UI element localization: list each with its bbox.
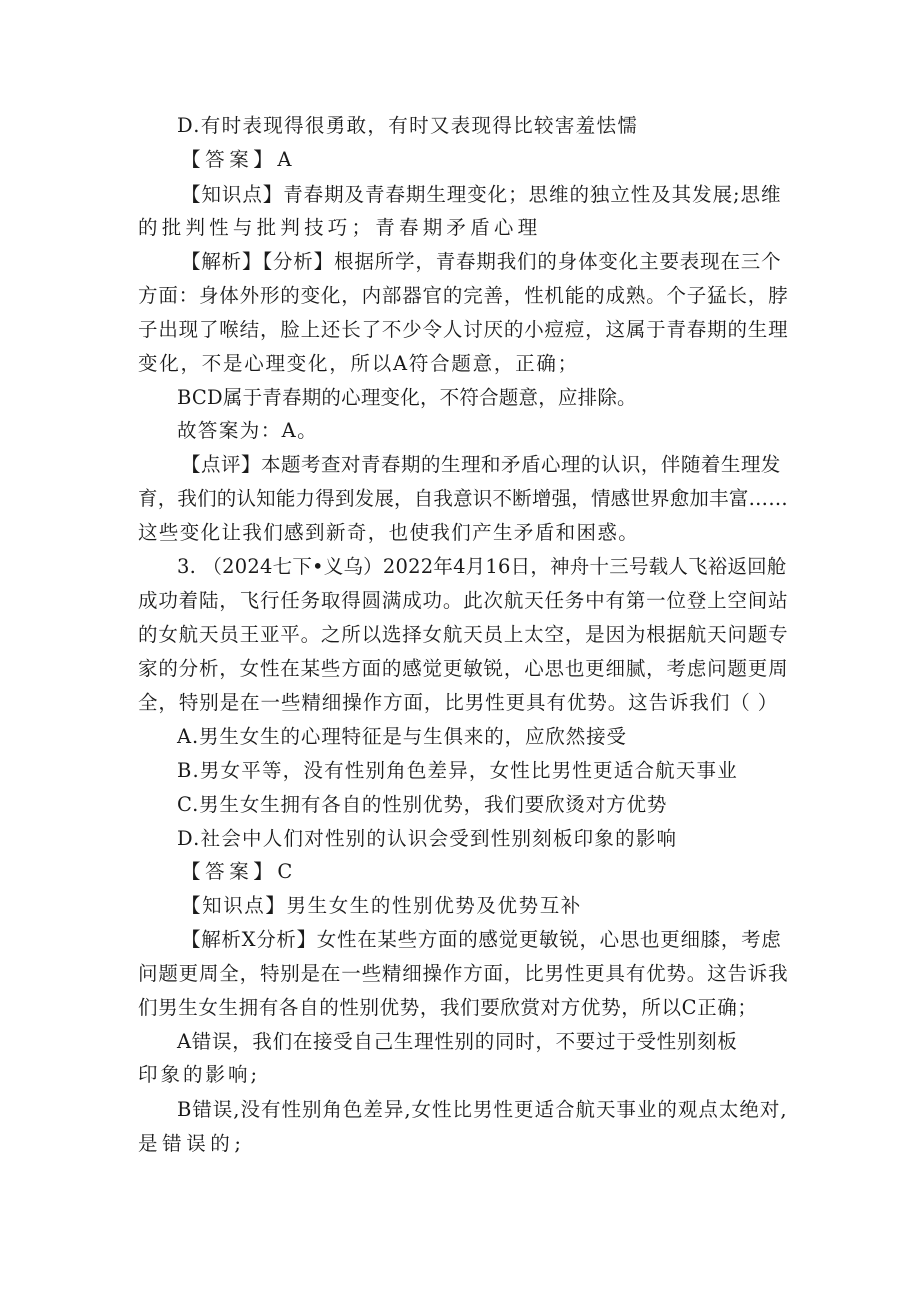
knowledge-point-line: 【知识点】青春期及青春期生理变化；思维的独立性及其发展;思维 xyxy=(181,183,782,206)
option-b-explanation-2: 是错误的; xyxy=(138,1132,246,1155)
option-c-line: C.男生女生拥有各自的性别优势，我们要欣烫对方优势 xyxy=(177,793,668,816)
answer-line-2: 【答案】C xyxy=(181,860,297,883)
option-b-explanation: B错误,没有性别角色差异,女性比男性更适合航天事业的观点太绝对, xyxy=(177,1098,788,1121)
question-3-line-5: 全，特别是在一些精细操作方面，比男性更具有优势。这告诉我们（ ） xyxy=(138,691,779,714)
analysis-line-7: 问题更周全，特别是在一些精细操作方面，比男性更具有优势。这告诉我 xyxy=(138,962,789,985)
option-d-line-2: D.社会中人们对性别的认识会受到性别刻板印象的影响 xyxy=(177,827,678,850)
answer-line: 【答案】A xyxy=(181,148,297,171)
question-3-line-4: 家的分析，女性在某些方面的感觉更敏锐，心思也更细腻，考虑问题更周 xyxy=(138,657,789,680)
analysis-line-3: 子出现了喉结，脸上还长了不少令人讨厌的小痘痘，这属于青春期的生理 xyxy=(138,318,789,341)
option-d-line: D.有时表现得很勇敢，有时又表现得比较害羞怯懦 xyxy=(177,114,639,137)
analysis-line-5: BCD属于青春期的心理变化，不符合题意，应排除。 xyxy=(177,386,637,409)
knowledge-point-line-3: 【知识点】男生女生的性别优势及优势互补 xyxy=(181,894,582,917)
analysis-line-6: 【解析X分析】女性在某些方面的感觉更敏锐，心思也更细膝，考虑 xyxy=(181,928,782,951)
option-a-line: A.男生女生的心理特征是与生俱来的，应欣然接受 xyxy=(177,725,627,748)
analysis-line-2: 方面：身体外形的变化，内部器官的完善，性机能的成熟。个子猛长，脖 xyxy=(138,284,789,307)
comment-line-2: 育，我们的认知能力得到发展，自我意识不断增强，情感世界愈加丰富…… xyxy=(138,487,788,510)
option-a-explanation: A错误，我们在接受自己生理性别的同时，不要过于受性别刻板 xyxy=(177,1030,738,1053)
question-3-line-3: 的女航天员王亚平。之所以选择女航天员上太空，是因为根据航天问题专 xyxy=(138,623,789,646)
comment-line: 【点评】本题考查对青春期的生理和矛盾心理的认识，伴随着生理发 xyxy=(181,453,781,476)
question-3-line: 3. （2024七下•义乌）2022年4月16日，神舟十三号载人飞裕返回舱 xyxy=(177,555,787,578)
analysis-line-8: 们男生女生拥有各自的性别优势，我们要欣赏对方优势，所以C正确； xyxy=(138,996,758,1019)
final-answer-line: 故答案为：A。 xyxy=(177,419,319,442)
comment-line-3: 这些变化让我们感到新奇，也使我们产生矛盾和困惑。 xyxy=(138,521,640,544)
knowledge-point-line-2: 的批判性与批判技巧；青春期矛盾心理 xyxy=(138,216,542,239)
analysis-line-4: 变化，不是心理变化，所以A符合题意，正确； xyxy=(138,352,579,375)
option-a-explanation-2: 印象的影响; xyxy=(138,1063,261,1086)
analysis-line: 【解析】【分析】根据所学，青春期我们的身体变化主要表现在三个 xyxy=(181,250,782,273)
option-b-line: B.男女平等，没有性别角色差异，女性比男性更适合航天事业 xyxy=(177,759,738,782)
question-3-line-2: 成功着陆，飞行任务取得圆满成功。此次航天任务中有第一位登上空间站 xyxy=(138,589,789,612)
